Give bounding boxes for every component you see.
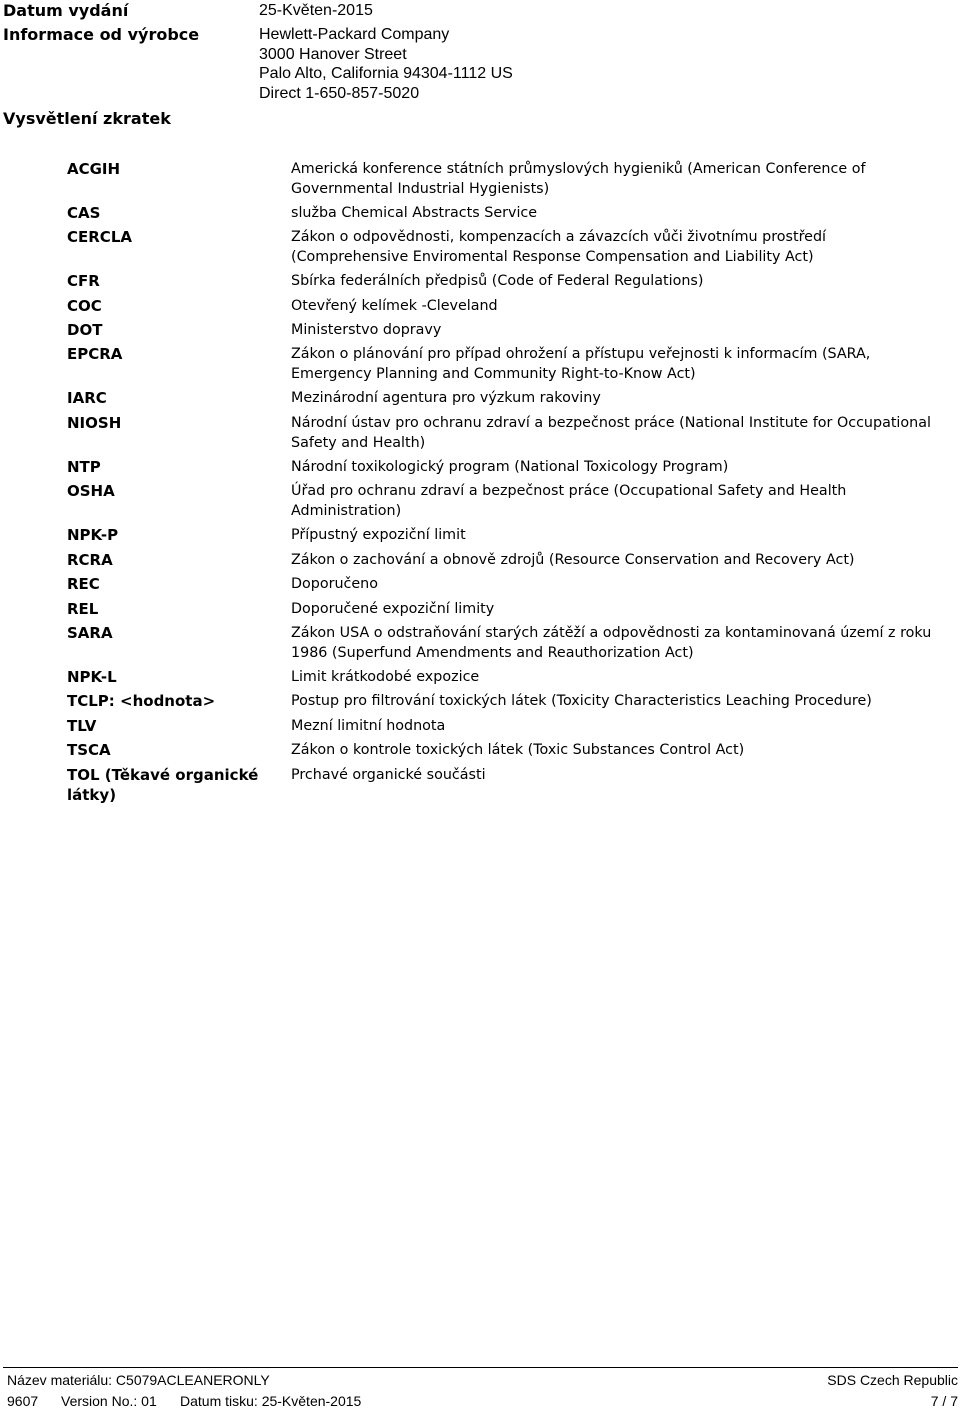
abbr-description: Zákon o kontrole toxických látek (Toxic Substances Control Act) bbox=[291, 742, 745, 758]
abbr-description: Postup pro filtrování toxických látek (Toxicity Characteristics Leaching Procedure) bbox=[291, 693, 872, 709]
abbr-term: NPK-L bbox=[67, 668, 117, 686]
document-number: 9607 bbox=[7, 1393, 39, 1409]
abbr-term: NIOSH bbox=[67, 414, 122, 432]
manufacturer-info bbox=[259, 25, 513, 103]
version-number: Version No.: 01 bbox=[61, 1393, 157, 1409]
abbr-term: NTP bbox=[67, 458, 101, 476]
abbr-term: TSCA bbox=[67, 741, 111, 759]
abbr-term: REL bbox=[67, 600, 99, 618]
abbr-description: Mezinárodní agentura pro výzkum rakoviny bbox=[291, 390, 601, 406]
abbr-description: služba Chemical Abstracts Service bbox=[291, 205, 538, 221]
manufacturer-name: Hewlett-Packard Company bbox=[259, 26, 450, 43]
abbr-term: SARA bbox=[67, 624, 113, 642]
abbr-description: Doporučené expoziční limity bbox=[291, 601, 495, 617]
abbr-term: TOL (Těkavé organické látky) bbox=[67, 766, 259, 804]
abbr-description: Přípustný expoziční limit bbox=[291, 527, 466, 543]
abbr-term: OSHA bbox=[67, 482, 115, 500]
manufacturer-label: Informace od výrobce bbox=[3, 25, 200, 44]
abbr-term: CAS bbox=[67, 204, 101, 222]
abbr-description: Národní ústav pro ochranu zdraví a bezpečnost práce (National Institute for Occupational Safety and Health) bbox=[291, 415, 931, 451]
issue-date-value: 25-Květen-2015 bbox=[259, 2, 373, 19]
abbr-term: IARC bbox=[67, 389, 107, 407]
abbr-description: Limit krátkodobé expozice bbox=[291, 669, 480, 685]
manufacturer-city: Palo Alto, California 94304-1112 US bbox=[259, 65, 513, 82]
abbr-description: Prchavé organické součásti bbox=[291, 767, 486, 783]
abbr-description: Zákon o plánování pro případ ohrožení a přístupu veřejnosti k informacím (SARA, Emergency Planning and Community Right-to-Know Act) bbox=[291, 346, 871, 382]
abbr-description: Zákon o odpovědnosti, kompenzacích a závazcích vůči životnímu prostředí (Comprehensive Enviromental Response Compensation and Liability Act) bbox=[291, 229, 827, 265]
abbr-term: TCLP: <hodnota> bbox=[67, 692, 216, 710]
abbr-term: EPCRA bbox=[67, 345, 123, 363]
abbr-term: COC bbox=[67, 297, 102, 315]
footer-divider bbox=[3, 1367, 958, 1368]
manufacturer-street: 3000 Hanover Street bbox=[259, 45, 407, 63]
abbr-description: Zákon USA o odstraňování starých zátěží a odpovědnosti za kontaminovaná území z roku 1986 (Superfund Amendments and Reauthorization Act) bbox=[291, 625, 932, 661]
abbr-term: ACGIH bbox=[67, 160, 121, 178]
abbr-term: CFR bbox=[67, 272, 100, 290]
abbr-description: Americká konference státních průmyslových hygieniků (American Conference of Governmental Industrial Hygienists) bbox=[291, 161, 866, 197]
manufacturer-phone: Direct 1-650-857-5020 bbox=[259, 84, 420, 102]
abbr-description: Doporučeno bbox=[291, 576, 378, 592]
abbr-description: Úřad pro ochranu zdraví a bezpečnost práce (Occupational Safety and Health Administration) bbox=[291, 483, 847, 519]
abbr-term: RCRA bbox=[67, 551, 113, 569]
abbr-description: Mezní limitní hodnota bbox=[291, 718, 446, 734]
issue-date-label: Datum vydání bbox=[3, 1, 129, 20]
abbr-term: CERCLA bbox=[67, 228, 132, 246]
print-date: Datum tisku: 25-Květen-2015 bbox=[180, 1393, 362, 1409]
abbr-description: Národní toxikologický program (National Toxicology Program) bbox=[291, 459, 729, 475]
abbreviations-heading: Vysvětlení zkratek bbox=[3, 109, 171, 128]
abbr-term: NPK-P bbox=[67, 526, 119, 544]
abbr-term: DOT bbox=[67, 321, 103, 339]
material-name: Název materiálu: C5079ACLEANERONLY bbox=[7, 1372, 270, 1388]
page-number: 7 / 7 bbox=[930, 1393, 958, 1409]
abbr-description: Ministerstvo dopravy bbox=[291, 322, 442, 338]
abbr-term: REC bbox=[67, 575, 100, 593]
sds-country: SDS Czech Republic bbox=[827, 1372, 958, 1388]
abbr-description: Zákon o zachování a obnově zdrojů (Resource Conservation and Recovery Act) bbox=[291, 552, 855, 568]
abbr-term: TLV bbox=[67, 717, 97, 735]
abbr-description: Otevřený kelímek -Cleveland bbox=[291, 298, 498, 314]
abbr-description: Sbírka federálních předpisů (Code of Federal Regulations) bbox=[291, 273, 704, 289]
